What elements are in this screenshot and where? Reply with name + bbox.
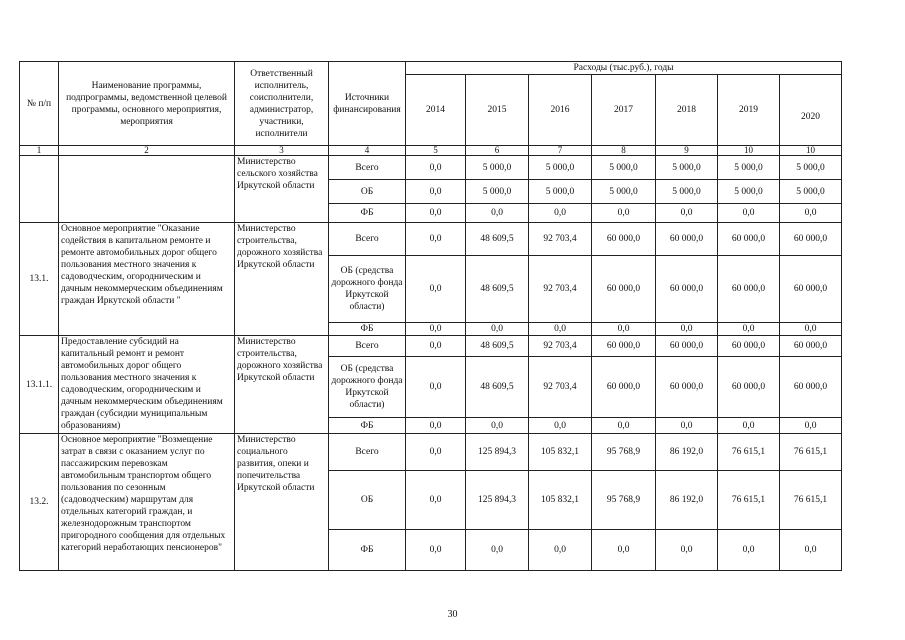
expense-value: 48 609,5	[466, 223, 529, 256]
row-number: 13.2.	[20, 434, 59, 571]
expense-value: 60 000,0	[592, 336, 656, 357]
expense-value: 125 894,3	[466, 434, 529, 471]
header-year: 2016	[529, 75, 592, 146]
expense-value: 60 000,0	[780, 223, 842, 256]
expense-value: 76 615,1	[780, 471, 842, 530]
expense-value: 0,0	[529, 204, 592, 223]
index-cell: 10	[718, 146, 780, 156]
expense-value: 0,0	[406, 418, 466, 434]
expense-value: 0,0	[406, 357, 466, 418]
expense-value: 60 000,0	[656, 336, 718, 357]
table-body	[20, 62, 842, 571]
index-cell: 6	[466, 146, 529, 156]
expense-value: 95 768,9	[592, 434, 656, 471]
page-number: 30	[447, 609, 458, 620]
expense-value: 0,0	[406, 256, 466, 323]
expense-value: 92 703,4	[529, 223, 592, 256]
expense-value: 48 609,5	[466, 256, 529, 323]
funding-source: Всего	[329, 156, 406, 180]
expense-value: 0,0	[656, 530, 718, 571]
expense-value: 5 000,0	[592, 180, 656, 204]
expense-value: 0,0	[656, 418, 718, 434]
index-cell: 8	[592, 146, 656, 156]
header-year: 2018	[656, 75, 718, 146]
funding-source: ОБ	[329, 180, 406, 204]
expense-value: 60 000,0	[780, 256, 842, 323]
expense-value: 92 703,4	[529, 336, 592, 357]
index-cell: 2	[59, 146, 235, 156]
expense-value: 0,0	[466, 323, 529, 336]
expense-value: 60 000,0	[592, 223, 656, 256]
expense-value: 0,0	[780, 530, 842, 571]
expense-value: 92 703,4	[529, 256, 592, 323]
expense-value: 0,0	[406, 180, 466, 204]
expense-value: 0,0	[406, 204, 466, 223]
expense-value: 60 000,0	[592, 357, 656, 418]
expense-value: 48 609,5	[466, 336, 529, 357]
expense-value: 5 000,0	[656, 180, 718, 204]
header-row-1	[20, 62, 842, 75]
row-number: 13.1.1.	[20, 336, 59, 434]
index-cell: 4	[329, 146, 406, 156]
expense-value: 48 609,5	[466, 357, 529, 418]
expense-value: 0,0	[466, 204, 529, 223]
expense-value: 86 192,0	[656, 471, 718, 530]
activity-name: Основное мероприятие "Возмещение затрат в связи с оказанием услуг по пассажирским перевозкам автомобильным транспортом общего пользования по сезонным (садоводческим) маршрутам для отдельных категорий граждан, и железнодорожным транспортом пригородного сообщения для отдельных категорий неработающих пенсионеров"	[59, 434, 235, 571]
table-row	[20, 156, 842, 180]
expense-value: 0,0	[780, 204, 842, 223]
expense-value: 0,0	[529, 323, 592, 336]
header-num: № п/п	[20, 62, 59, 146]
expense-value: 0,0	[592, 530, 656, 571]
expense-value: 60 000,0	[656, 357, 718, 418]
expense-value: 0,0	[406, 223, 466, 256]
expense-value: 76 615,1	[718, 434, 780, 471]
header-name: Наименование программы, подпрограммы, ведомственной целевой программы, основного мероприятия, мероприятия	[59, 62, 235, 146]
expense-value: 0,0	[466, 530, 529, 571]
expense-value: 0,0	[406, 323, 466, 336]
row-number	[20, 156, 59, 223]
funding-source: ФБ	[329, 530, 406, 571]
expense-value: 5 000,0	[718, 156, 780, 180]
header-year: 2015	[466, 75, 529, 146]
expense-value: 0,0	[406, 434, 466, 471]
header-responsible: Ответственный исполнитель, соисполнители, администратор, участники, исполнители	[235, 62, 329, 146]
expense-value: 92 703,4	[529, 357, 592, 418]
expense-value: 0,0	[718, 204, 780, 223]
funding-source: Всего	[329, 336, 406, 357]
expense-value: 105 832,1	[529, 471, 592, 530]
expense-value: 0,0	[406, 471, 466, 530]
expense-value: 0,0	[718, 418, 780, 434]
table-row	[20, 434, 842, 471]
expense-value: 0,0	[718, 530, 780, 571]
activity-name: Предоставление субсидий на капитальный ремонт и ремонт автомобильных дорог общего пользования местного значения к садоводческим, огородническим и дачным некоммерческим объединениям граждан (субсидии муниципальным образованиям)	[59, 336, 235, 434]
index-row	[20, 146, 842, 156]
expense-value: 5 000,0	[718, 180, 780, 204]
index-cell: 10	[780, 146, 842, 156]
row-number: 13.1.	[20, 223, 59, 336]
funding-source: ФБ	[329, 323, 406, 336]
expense-value: 0,0	[406, 156, 466, 180]
expense-value: 125 894,3	[466, 471, 529, 530]
expense-value: 5 000,0	[529, 156, 592, 180]
header-year: 2020	[780, 75, 842, 146]
activity-name	[59, 156, 235, 223]
expense-value: 5 000,0	[466, 180, 529, 204]
expense-value: 60 000,0	[656, 256, 718, 323]
responsible-executor: Министерство сельского хозяйства Иркутской области	[235, 156, 329, 223]
responsible-executor: Министерство строительства, дорожного хозяйства Иркутской области	[235, 223, 329, 336]
expense-value: 5 000,0	[780, 156, 842, 180]
funding-source: ФБ	[329, 418, 406, 434]
header-year: 2017	[592, 75, 656, 146]
expense-value: 0,0	[592, 418, 656, 434]
expense-value: 0,0	[780, 323, 842, 336]
funding-source: Всего	[329, 223, 406, 256]
header-expenses: Расходы (тыс.руб.), годы	[406, 62, 842, 75]
funding-source: ОБ (средства дорожного фонда Иркутской области)	[329, 357, 406, 418]
expense-value: 60 000,0	[780, 357, 842, 418]
index-cell: 9	[656, 146, 718, 156]
expense-value: 5 000,0	[466, 156, 529, 180]
expense-value: 0,0	[718, 323, 780, 336]
expense-value: 0,0	[592, 323, 656, 336]
expense-value: 0,0	[656, 204, 718, 223]
expense-value: 0,0	[529, 530, 592, 571]
expense-value: 0,0	[780, 418, 842, 434]
expense-value: 60 000,0	[780, 336, 842, 357]
funding-source: Всего	[329, 434, 406, 471]
expense-value: 5 000,0	[529, 180, 592, 204]
expense-value: 60 000,0	[592, 256, 656, 323]
expense-value: 0,0	[592, 204, 656, 223]
expense-value: 105 832,1	[529, 434, 592, 471]
index-cell: 3	[235, 146, 329, 156]
expense-value: 5 000,0	[592, 156, 656, 180]
index-cell: 1	[20, 146, 59, 156]
expense-value: 76 615,1	[780, 434, 842, 471]
table-row	[20, 336, 842, 357]
expense-value: 0,0	[656, 323, 718, 336]
expense-value: 0,0	[529, 418, 592, 434]
funding-source: ФБ	[329, 204, 406, 223]
expense-value: 95 768,9	[592, 471, 656, 530]
expense-value: 60 000,0	[718, 357, 780, 418]
header-source: Источники финансирования	[329, 62, 406, 146]
index-cell: 7	[529, 146, 592, 156]
expense-value: 76 615,1	[718, 471, 780, 530]
expense-value: 60 000,0	[656, 223, 718, 256]
expense-value: 0,0	[466, 418, 529, 434]
budget-table	[19, 61, 842, 571]
expense-value: 60 000,0	[718, 336, 780, 357]
expense-value: 60 000,0	[718, 223, 780, 256]
responsible-executor: Министерство строительства, дорожного хозяйства Иркутской области	[235, 336, 329, 434]
funding-source: ОБ (средства дорожного фонда Иркутской области)	[329, 256, 406, 323]
table-row	[20, 223, 842, 256]
expense-value: 0,0	[406, 336, 466, 357]
index-cell: 5	[406, 146, 466, 156]
header-year: 2014	[406, 75, 466, 146]
header-year: 2019	[718, 75, 780, 146]
activity-name: Основное мероприятие "Оказание содействия в капитальном ремонте и ремонте автомобильных дорог общего пользования местного значения к садоводческим, огородническим и дачным некоммерческим объединениям граждан Иркутской области "	[59, 223, 235, 336]
expense-value: 0,0	[406, 530, 466, 571]
expense-value: 5 000,0	[780, 180, 842, 204]
expense-value: 5 000,0	[656, 156, 718, 180]
expense-value: 86 192,0	[656, 434, 718, 471]
responsible-executor: Министерство социального развития, опеки и попечительства Иркутской области	[235, 434, 329, 571]
expense-value: 60 000,0	[718, 256, 780, 323]
funding-source: ОБ	[329, 471, 406, 530]
